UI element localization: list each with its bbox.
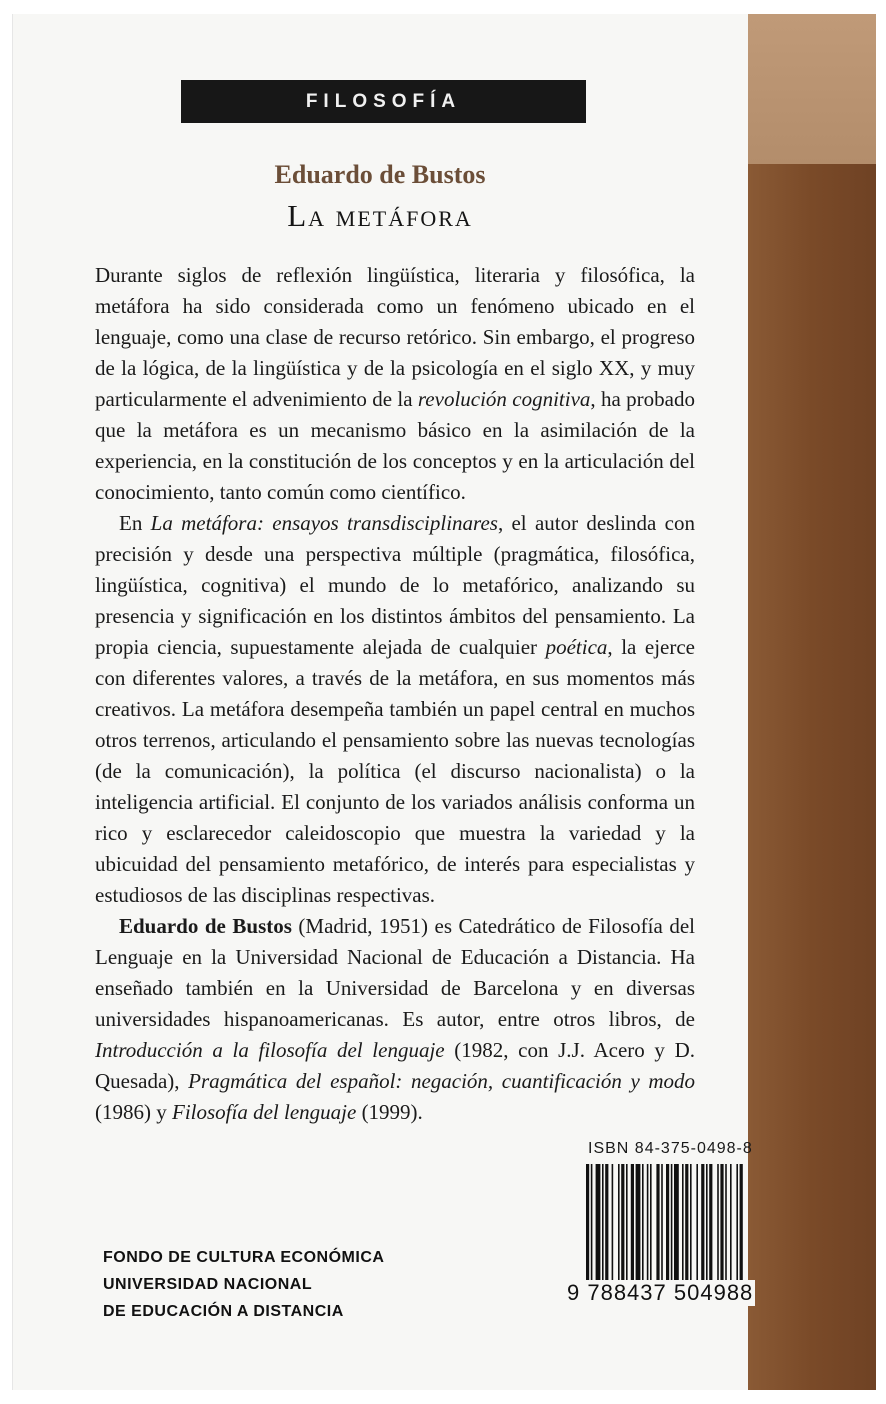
barcode-bar: [682, 1164, 684, 1290]
synopsis: [95, 260, 695, 1128]
text-run: Durante siglos de reflexión lingüística, literaria y filosófica, la metáfora ha sido considerada como un fenómeno ubicado en el lenguaje, como una clase de recurso retórico. Sin embargo, el progreso de la lógica, de la lingüística y de la psicología en el siglo XX, y muy particularmente el advenimiento de la: [95, 263, 695, 411]
barcode-bar: [690, 1164, 692, 1290]
barcode-bar: [618, 1164, 620, 1290]
italic-run: Filosofía del lenguaje: [172, 1100, 357, 1124]
barcode-bar: [642, 1164, 644, 1290]
barcode-bar: [674, 1164, 679, 1290]
publisher-line: UNIVERSIDAD NACIONAL: [103, 1276, 313, 1293]
barcode: [582, 1164, 758, 1290]
author-name: Eduardo de Bustos: [274, 160, 486, 189]
italic-run: Pragmática del español: negación, cuantificación y modo: [188, 1069, 696, 1093]
barcode-bar: [709, 1164, 712, 1290]
italic-run: revolución cognitiva: [417, 387, 591, 411]
barcode-bar: [602, 1164, 604, 1290]
barcode-bar: [612, 1164, 614, 1290]
book-title: La metáfora: [287, 198, 473, 233]
italic-run: La metáfora: ensayos transdisciplinares: [150, 511, 498, 535]
synopsis-paragraph-1: [95, 260, 695, 508]
barcode-bar: [591, 1164, 593, 1290]
text-run: (1982, con J.J. Acero y D. Quesada),: [95, 1038, 695, 1093]
barcode-bar: [666, 1164, 669, 1290]
text-run: , la ejerce con diferentes valores, a través de la metáfora, en sus momentos más creativos. La metáfora desempeña también un papel central en muchos otros terrenos, articulando el pensamiento sobre las nuevas tecnologías (de la comunicación), la política (el discurso nacionalista) o la inteligencia artificial. El conjunto de los variados análisis conforma un rico y esclarecedor caleidoscopio que muestra la variedad y la ubicuidad del pensamiento metafórico, de interés para especialistas y estudiosos de las disciplinas respectivas.: [95, 635, 695, 907]
text-run: (Madrid, 1951) es Catedrático de Filosofía del Lenguaje en la Universidad Nacional de Educación a Distancia. Ha enseñado también en la Universidad de Barcelona y en diversas universidades hispanoamericanas. Es autor, entre otros libros, de: [95, 914, 696, 1031]
spine-band: [748, 164, 876, 1390]
barcode-bar: [717, 1164, 719, 1290]
barcode-bar: [650, 1164, 652, 1290]
barcode-bar: [725, 1164, 727, 1290]
publisher-line: DE EDUCACIÓN A DISTANCIA: [103, 1303, 344, 1320]
barcode-bar: [647, 1164, 649, 1290]
barcode-bar: [631, 1164, 634, 1290]
bold-run: Eduardo de Bustos: [119, 914, 292, 938]
barcode-bar: [720, 1164, 723, 1290]
barcode-bar: [740, 1164, 743, 1290]
synopsis-paragraph-2: [95, 508, 695, 911]
barcode-bar: [730, 1164, 732, 1290]
text-run: (1986) y: [95, 1100, 172, 1124]
text-run: , el autor deslinda con precisión y desde una perspectiva múltiple (pragmática, filosófica, lingüística, cognitiva) el mundo de lo metafórico, analizando su presencia y significación en los distintos ámbitos del pensamiento. La propia ciencia, supuestamente alejada de cualquier: [95, 511, 696, 659]
publisher-line: FONDO DE CULTURA ECONÓMICA: [103, 1249, 385, 1266]
isbn-label: ISBN 84-375-0498-8: [588, 1140, 753, 1157]
text-run: En: [119, 511, 151, 535]
italic-run: Introducción a la filosofía del lenguaje: [95, 1038, 445, 1062]
text-run: , ha probado que la metáfora es un mecanismo básico en la asimilación de la experiencia, en la constitución de los conceptos y en la articulación del conocimiento, tanto común como científico.: [95, 387, 695, 504]
text-run: (1999).: [356, 1100, 423, 1124]
barcode-bar: [586, 1164, 589, 1290]
barcode-bar: [701, 1164, 704, 1290]
author-bio-paragraph: [95, 911, 695, 1128]
barcode-bar: [621, 1164, 624, 1290]
barcode-bar: [696, 1164, 698, 1290]
series-label: FILOSOFÍA: [181, 80, 586, 123]
italic-run: poética: [545, 635, 608, 659]
barcode-bar: [671, 1164, 673, 1290]
barcode-bar: [596, 1164, 601, 1290]
barcode-bar: [661, 1164, 663, 1290]
barcode-number: 9 788437 504988: [567, 1280, 754, 1305]
barcode-bar: [636, 1164, 641, 1290]
barcode-bar: [736, 1164, 738, 1290]
barcode-bar: [605, 1164, 608, 1290]
barcode-bar: [626, 1164, 628, 1290]
barcode-bar: [656, 1164, 659, 1290]
spine-top-band: [748, 14, 876, 164]
publishers: [103, 1244, 384, 1325]
barcode-bar: [706, 1164, 708, 1290]
barcode-bar: [685, 1164, 688, 1290]
